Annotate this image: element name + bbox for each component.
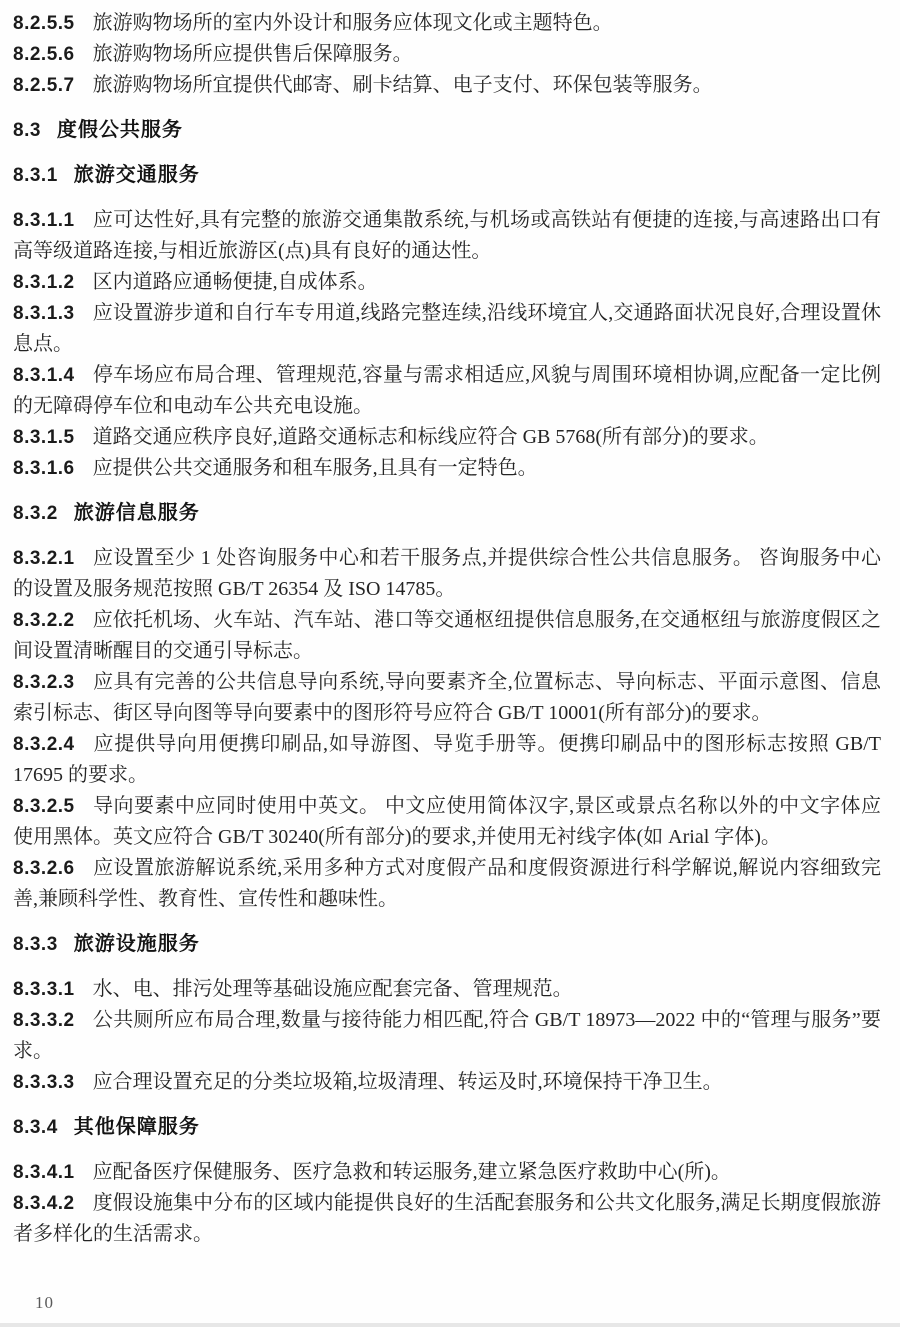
clause-text: 应配备医疗保健服务、医疗急救和转运服务,建立紧急医疗救助中心(所)。 xyxy=(92,1161,731,1183)
clause-8-2-5-6 xyxy=(13,39,881,70)
clause-text: 旅游购物场所的室内外设计和服务应体现文化或主题特色。 xyxy=(92,12,613,34)
clause-8-3-2-1 xyxy=(13,543,881,605)
heading-text: 旅游交通服务 xyxy=(73,164,200,186)
heading-number: 8.3.2 xyxy=(13,503,58,524)
clause-8-3-2-6 xyxy=(13,853,881,915)
clause-8-3-2-2 xyxy=(13,605,881,667)
clause-text: 旅游购物场所应提供售后保障服务。 xyxy=(92,43,413,65)
clause-text: 应具有完善的公共信息导向系统,导向要素齐全,位置标志、导向标志、平面示意图、信息索引标志、街区导向图等导向要素中的图形符号应符合 GB/T 10001(所有部分)的要求。 xyxy=(13,671,881,724)
clause-8-3-4-1 xyxy=(13,1157,881,1188)
clause-number: 8.3.2.1 xyxy=(13,548,75,569)
clause-8-3-1-5 xyxy=(13,422,881,453)
clause-text: 应提供公共交通服务和租车服务,且具有一定特色。 xyxy=(92,457,538,479)
clause-8-3-1-6 xyxy=(13,453,881,484)
clause-number: 8.3.1.4 xyxy=(13,365,75,386)
heading-text: 其他保障服务 xyxy=(73,1116,200,1138)
clause-8-3-2-4 xyxy=(13,729,881,791)
clause-number: 8.3.1.1 xyxy=(13,210,75,231)
clause-8-2-5-5 xyxy=(13,8,881,39)
clause-number: 8.3.4.2 xyxy=(13,1193,75,1214)
clause-8-3-3-1 xyxy=(13,974,881,1005)
section-heading-8-3-1 xyxy=(13,160,881,191)
clause-number: 8.3.4.1 xyxy=(13,1162,75,1183)
clause-text: 水、电、排污处理等基础设施应配套完备、管理规范。 xyxy=(92,978,573,1000)
clause-text: 应提供导向用便携印刷品,如导游图、导览手册等。便携印刷品中的图形标志按照 GB/T 17695 的要求。 xyxy=(13,733,881,786)
clause-text: 应设置至少 1 处咨询服务中心和若干服务点,并提供综合性公共信息服务。 咨询服务中心的设置及服务规范按照 GB/T 26354 及 ISO 14785。 xyxy=(13,547,881,600)
clause-text: 区内道路应通畅便捷,自成体系。 xyxy=(92,271,378,293)
heading-text: 旅游信息服务 xyxy=(73,502,200,524)
clause-text: 导向要素中应同时使用中英文。 中文应使用简体汉字,景区或景点名称以外的中文字体应使用黑体。英文应符合 GB/T 30240(所有部分)的要求,并使用无衬线字体(如 Arial 字体)。 xyxy=(13,795,881,848)
footer-page-number: 10 xyxy=(35,1293,54,1312)
clause-text: 停车场应布局合理、管理规范,容量与需求相适应,风貌与周围环境相协调,应配备一定比例的无障碍停车位和电动车公共充电设施。 xyxy=(13,364,881,417)
clause-8-3-1-1 xyxy=(13,205,881,267)
clause-number: 8.2.5.5 xyxy=(13,13,75,34)
clause-number: 8.3.3.3 xyxy=(13,1072,75,1093)
clause-number: 8.3.3.2 xyxy=(13,1010,75,1031)
clause-text: 应合理设置充足的分类垃圾箱,垃圾清理、转运及时,环境保持干净卫生。 xyxy=(92,1071,723,1093)
section-heading-8-3-2 xyxy=(13,498,881,529)
clause-text: 度假设施集中分布的区域内能提供良好的生活配套服务和公共文化服务,满足长期度假旅游者多样化的生活需求。 xyxy=(13,1192,881,1245)
clause-number: 8.2.5.6 xyxy=(13,44,75,65)
clause-number: 8.3.1.2 xyxy=(13,272,75,293)
clause-text: 应可达性好,具有完整的旅游交通集散系统,与机场或高铁站有便捷的连接,与高速路出口有高等级道路连接,与相近旅游区(点)具有良好的通达性。 xyxy=(13,209,881,262)
clause-number: 8.3.1.5 xyxy=(13,427,75,448)
clause-number: 8.3.2.2 xyxy=(13,610,75,631)
clause-text: 道路交通应秩序良好,道路交通标志和标线应符合 GB 5768(所有部分)的要求。 xyxy=(92,426,769,448)
clause-8-2-5-7 xyxy=(13,70,881,101)
clause-text: 公共厕所应布局合理,数量与接待能力相匹配,符合 GB/T 18973—2022 中的“管理与服务”要求。 xyxy=(13,1009,881,1062)
clause-8-3-1-4 xyxy=(13,360,881,422)
heading-number: 8.3.4 xyxy=(13,1117,58,1138)
clause-number: 8.3.2.6 xyxy=(13,858,75,879)
clause-text: 应设置旅游解说系统,采用多种方式对度假产品和度假资源进行科学解说,解说内容细致完善,兼顾科学性、教育性、宣传性和趣味性。 xyxy=(13,857,881,910)
clause-text: 应设置游步道和自行车专用道,线路完整连续,沿线环境宜人,交通路面状况良好,合理设置休息点。 xyxy=(13,302,881,355)
clause-8-3-1-2 xyxy=(13,267,881,298)
clause-8-3-3-3 xyxy=(13,1067,881,1098)
clause-number: 8.3.2.5 xyxy=(13,796,75,817)
heading-text: 旅游设施服务 xyxy=(73,933,200,955)
clause-number: 8.3.3.1 xyxy=(13,979,75,1000)
clause-text: 旅游购物场所宜提供代邮寄、刷卡结算、电子支付、环保包装等服务。 xyxy=(92,74,713,96)
clause-8-3-3-2 xyxy=(13,1005,881,1067)
clause-number: 8.3.1.6 xyxy=(13,458,75,479)
clause-8-3-1-3 xyxy=(13,298,881,360)
page-bottom-edge xyxy=(0,1323,900,1327)
heading-number: 8.3.1 xyxy=(13,165,58,186)
clause-text: 应依托机场、火车站、汽车站、港口等交通枢纽提供信息服务,在交通枢纽与旅游度假区之间设置清晰醒目的交通引导标志。 xyxy=(13,609,881,662)
heading-number: 8.3 xyxy=(13,120,41,141)
clause-8-3-4-2 xyxy=(13,1188,881,1250)
clause-number: 8.3.2.4 xyxy=(13,734,75,755)
clause-8-3-2-5 xyxy=(13,791,881,853)
section-heading-8-3-4 xyxy=(13,1112,881,1143)
clause-number: 8.3.1.3 xyxy=(13,303,75,324)
heading-number: 8.3.3 xyxy=(13,934,58,955)
heading-text: 度假公共服务 xyxy=(56,119,183,141)
section-heading-8-3 xyxy=(13,115,881,146)
clause-number: 8.2.5.7 xyxy=(13,75,75,96)
clause-8-3-2-3 xyxy=(13,667,881,729)
clause-number: 8.3.2.3 xyxy=(13,672,75,693)
section-heading-8-3-3 xyxy=(13,929,881,960)
